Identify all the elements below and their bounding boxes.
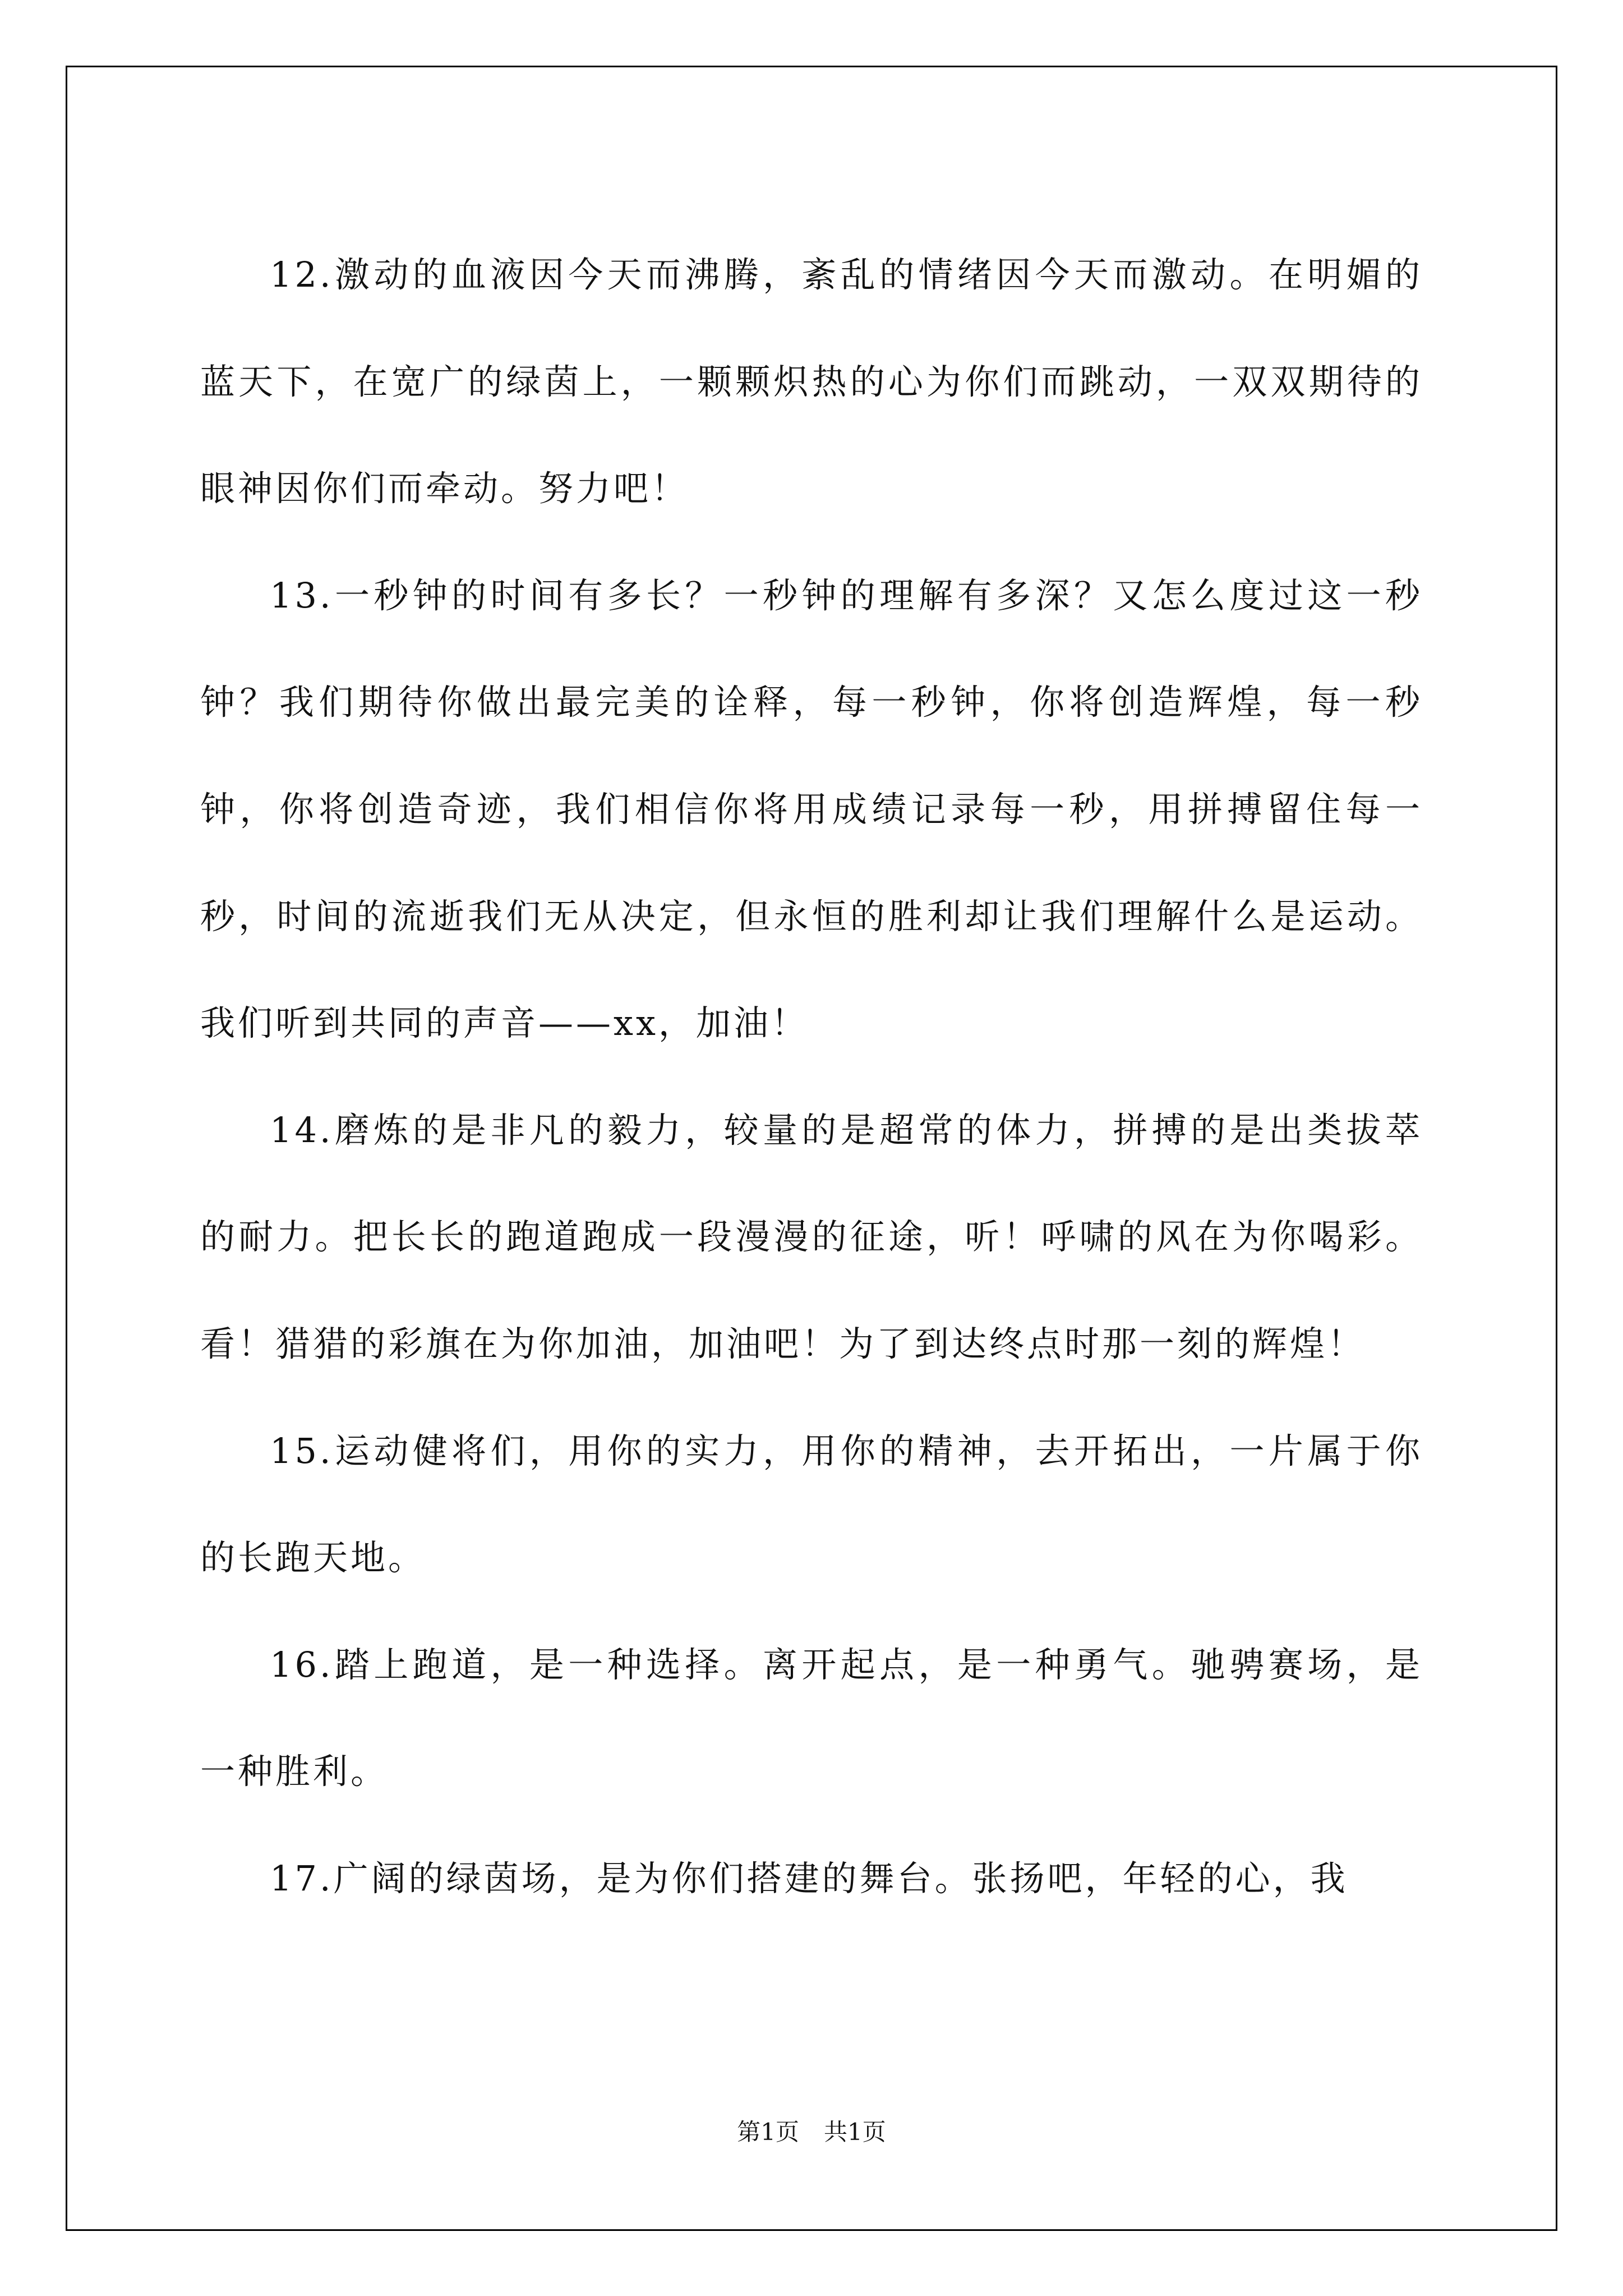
document-body — [200, 222, 1423, 1932]
page-number: 第1页 — [737, 2118, 799, 2146]
paragraph-12: 12.激动的血液因今天而沸腾，紊乱的情绪因今天而激动。在明媚的蓝天下，在宽广的绿茵上，一颗颗炽热的心为你们而跳动，一双双期待的眼神因你们而牵动。努力吧！ — [200, 254, 1423, 509]
paragraph-17: 17.广阔的绿茵场，是为你们搭建的舞台。张扬吧，年轻的心，我 — [270, 1857, 1348, 1899]
paragraph-13: 13.一秒钟的时间有多长？一秒钟的理解有多深？又怎么度过这一秒钟？我们期待你做出最完美的诠释，每一秒钟，你将创造辉煌，每一秒钟，你将创造奇迹，我们相信你将用成绩记录每一秒，用拼搏留住每一秒，时间的流逝我们无从决定，但永恒的胜利却让我们理解什么是运动。我们听到共同的声音——xx，加油！ — [200, 574, 1423, 1044]
page-footer — [0, 2118, 1623, 2146]
paragraph-16: 16.踏上跑道，是一种选择。离开起点，是一种勇气。驰骋赛场，是一种胜利。 — [200, 1644, 1423, 1792]
total-pages: 共1页 — [824, 2118, 886, 2146]
paragraph-14: 14.磨炼的是非凡的毅力，较量的是超常的体力，拼搏的是出类拔萃的耐力。把长长的跑道跑成一段漫漫的征途，听！呼啸的风在为你喝彩。看！猎猎的彩旗在为你加油，加油吧！为了到达终点时那一刻的辉煌！ — [200, 1109, 1423, 1364]
paragraph-15: 15.运动健将们，用你的实力，用你的精神，去开拓出，一片属于你的长跑天地。 — [200, 1430, 1423, 1579]
